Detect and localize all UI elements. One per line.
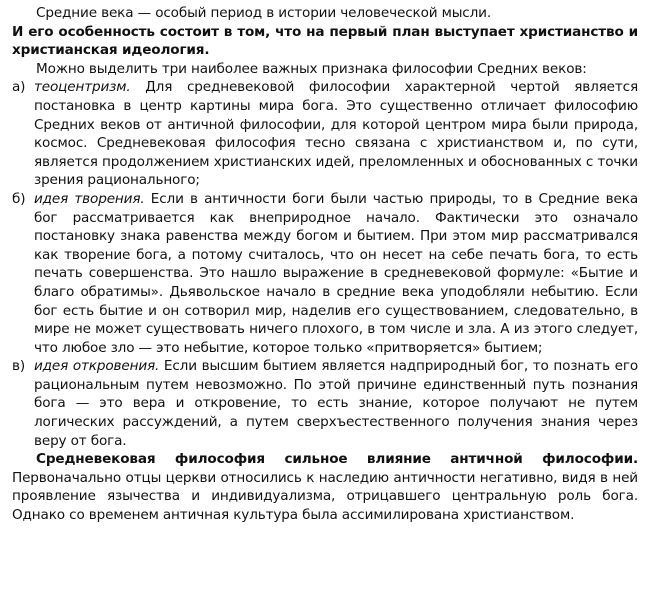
list-item-text: Если высшим бытием является надприродный бог, то познать его рациональным путем невозможно. По этой причине единственный путь познания бога — это вера и откровение, то есть знание, которое получают не путем логических рассуждений, а путем сверхъестественного получения знания через веру от бога. — [34, 358, 639, 449]
closing-bold-statement: Средневековая философия сильное влияние античной философии. — [36, 451, 638, 468]
list-item — [12, 190, 638, 357]
list-item-term: теоцентризм. — [34, 79, 131, 96]
intro-bold-statement: И его особенность состоит в том, что на первый план выступает христианство и христианская идеология. — [12, 23, 638, 59]
features-intro: Можно выделить три наиболее важных признака философии Средних веков: — [36, 60, 587, 77]
list-item-body — [34, 78, 638, 190]
closing-text: Первоначально отцы церкви относились к наследию античности негативно, видя в ней проявление язычества и индивидуализма, отрицавшего центральную роль бога. Однако со временем античная культура была ассимилирована христианством. — [12, 469, 638, 524]
list-marker: б) — [12, 190, 26, 207]
list-item — [12, 78, 638, 190]
list-item-text: Если в античности боги были частью природы, то в Средние века бог рассматривается как внеприродное начало. Фактически это означало постановку знака равенства между богом и бытием. При этом мир рассматривался как творение бога, а потому считалось, что он несет на себе печать бога, то есть печать совершенства. Это нашло выражение в средневековой формуле: «Бытие и благо обратимы». Дьявольское начало в средние века уподобляли небытию. Если бог есть бытие и он сотворил мир, наделив его существованием, следовательно, в мире не может существовать ничего плохого, в том числе и зла. А из этого следует, что любое зло — это небытие, которое только «притворяется» бытием; — [34, 190, 638, 356]
intro-paragraph — [12, 4, 638, 60]
list-item-term: идея откровения. — [34, 358, 160, 375]
list-marker: в) — [12, 358, 26, 375]
list-item-body — [34, 190, 638, 357]
list-item-text: Для средневековой философии характерной чертой является постановка в центр картины мира бога. Это существенно отличает философию Средних веков от античной философии, для которой центром мира были природа, космос. Средневековая философия тесно связана с христианством и, по сути, является продолжением христианских идей, преломленных и обоснованных с точки зрения рационального; — [34, 79, 638, 189]
list-item-term: идея творения. — [34, 190, 145, 207]
list-item-body — [34, 357, 638, 450]
list-item — [12, 357, 638, 450]
closing-paragraph — [12, 450, 638, 524]
intro-lead: Средние века — особый период в истории человеческой мысли. — [36, 5, 492, 21]
list-marker: а) — [12, 79, 26, 96]
